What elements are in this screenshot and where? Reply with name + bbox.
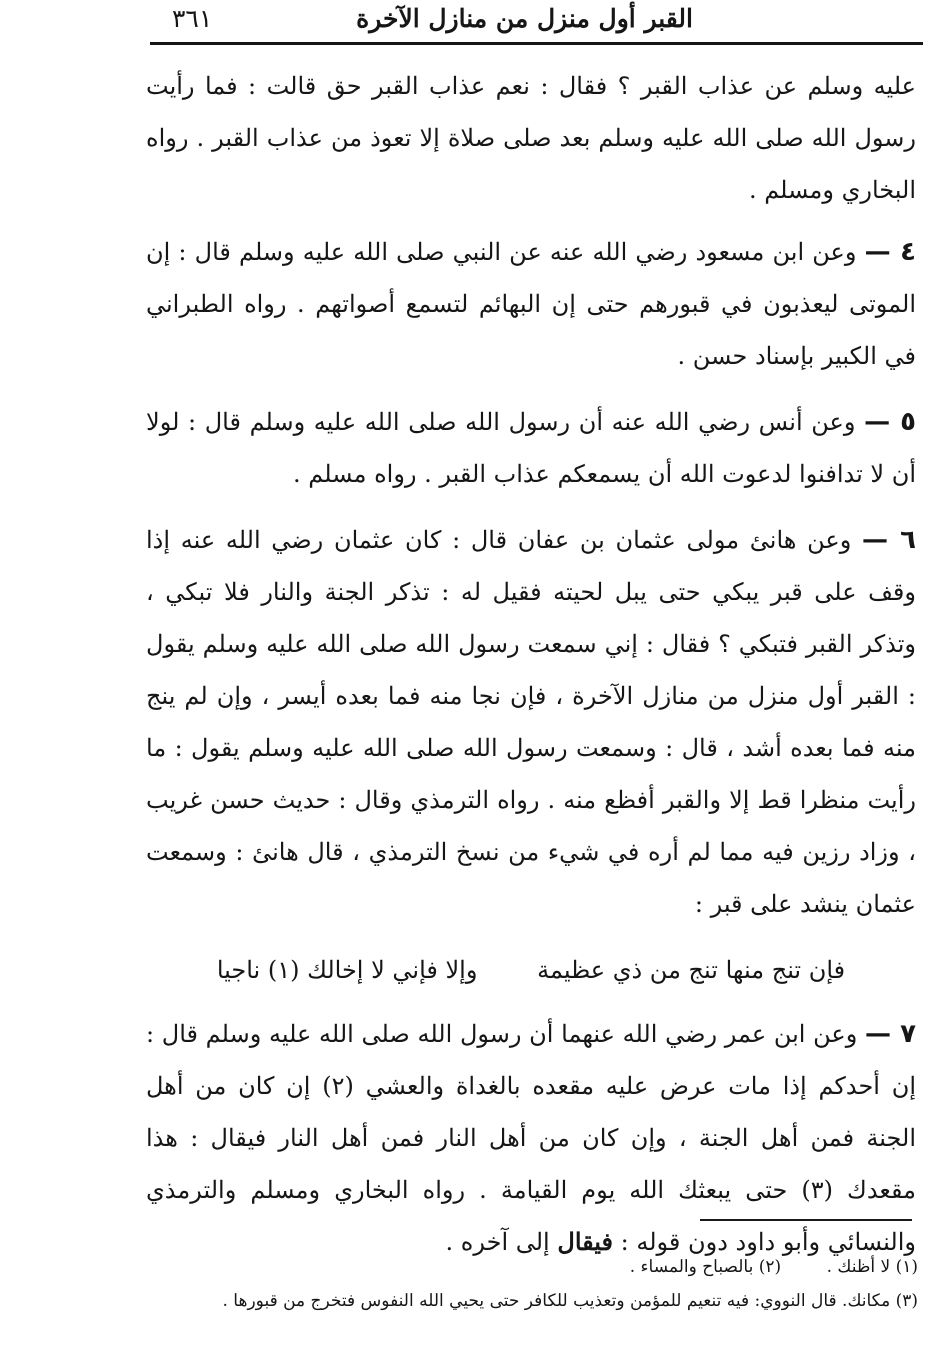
hadith-6 xyxy=(146,514,916,930)
hadith-number: ٥ — xyxy=(864,407,916,437)
footnote-row xyxy=(146,1284,918,1318)
hadith-text: وعن ابن مسعود رضي الله عنه عن النبي صلى الله عليه وسلم قال : إن الموتى ليعذبون في قبورهم حتى إن البهائم لتسمع أصواتهم . رواه الطبراني في الكبير بإسناد حسن . xyxy=(146,238,916,370)
hadith-number: ٧ — xyxy=(865,1019,916,1049)
header-divider xyxy=(150,42,923,45)
paragraph-text: عليه وسلم عن عذاب القبر ؟ فقال : نعم عذاب القبر حق قالت : فما رأيت رسول الله صلى الله عليه وسلم بعد صلى صلاة إلا تعوذ من عذاب القبر . رواه البخاري ومسلم . xyxy=(146,72,916,204)
hadith-tail-bold: فيقال xyxy=(557,1227,613,1256)
footnote-row xyxy=(146,1250,918,1284)
page-number: ٣٦١ xyxy=(172,4,213,33)
hadith-5 xyxy=(146,396,916,500)
footnote-divider xyxy=(700,1219,912,1221)
hadith-text: وعن هانئ مولى عثمان بن عفان قال : كان عثمان رضي الله عنه إذا وقف على قبر يبكي حتى يبل لحيته فقيل له : تذكر الجنة والنار فلا تبكي ، وتذكر القبر فتبكي ؟ فقال : إني سمعت رسول الله صلى الله عليه وسلم يقول : القبر أول منزل من منازل الآخرة ، فإن نجا منه فما بعده أيسر ، وإن لم ينج منه فما بعده أشد ، قال : وسمعت رسول الله صلى الله عليه وسلم يقول : ما رأيت منظرا قط إلا والقبر أفظع منه . رواه الترمذي وقال : حديث حسن غريب ، وزاد رزين فيه مما لم أره في شيء من نسخ الترمذي ، قال هانئ : وسمعت عثمان ينشد على قبر : xyxy=(146,526,916,918)
running-header xyxy=(148,4,918,40)
hadith-tail: إلى آخره . xyxy=(445,1228,550,1256)
verse-hemistich-left: وإلا فإني لا إخالك (١) ناجيا xyxy=(216,956,478,984)
hadith-4 xyxy=(146,226,916,382)
footnotes xyxy=(146,1250,918,1318)
footnote-1: (١) لا أظنك . xyxy=(826,1257,918,1277)
paragraph-continuation xyxy=(146,60,916,216)
body-text xyxy=(146,60,916,1282)
hadith-7 xyxy=(146,1008,916,1268)
verse-hemistich-right: فإن تنج منها تنج من ذي عظيمة xyxy=(537,956,846,984)
hadith-number: ٦ — xyxy=(862,525,916,555)
footnote-3: (٣) مكانك. قال النووي: فيه تنعيم للمؤمن وتعذيب للكافر حتى يحيي الله النفوس فتخرج من قبورها . xyxy=(222,1291,918,1311)
poetry-verse xyxy=(146,944,916,996)
hadith-text: وعن أنس رضي الله عنه أن رسول الله صلى الله عليه وسلم قال : لولا أن لا تدافنوا لدعوت الله أن يسمعكم عذاب القبر . رواه مسلم . xyxy=(146,408,916,488)
footnote-2: (٢) بالصباح والمساء . xyxy=(629,1257,782,1277)
hadith-text: وعن ابن عمر رضي الله عنهما أن رسول الله صلى الله عليه وسلم قال : إن أحدكم إذا مات عرض عليه مقعده بالغداة والعشي (٢) إن كان من أهل الجنة فمن أهل الجنة ، وإن كان من أهل النار فمن أهل النار فيقال : هذا مقعدك (٣) حتى يبعثك الله يوم القيامة . رواه البخاري ومسلم والترمذي والنسائي وأبو داود دون قوله : xyxy=(146,1020,916,1256)
hadith-number: ٤ — xyxy=(864,237,916,267)
running-title: القبر أول منزل من منازل الآخرة xyxy=(356,4,693,33)
